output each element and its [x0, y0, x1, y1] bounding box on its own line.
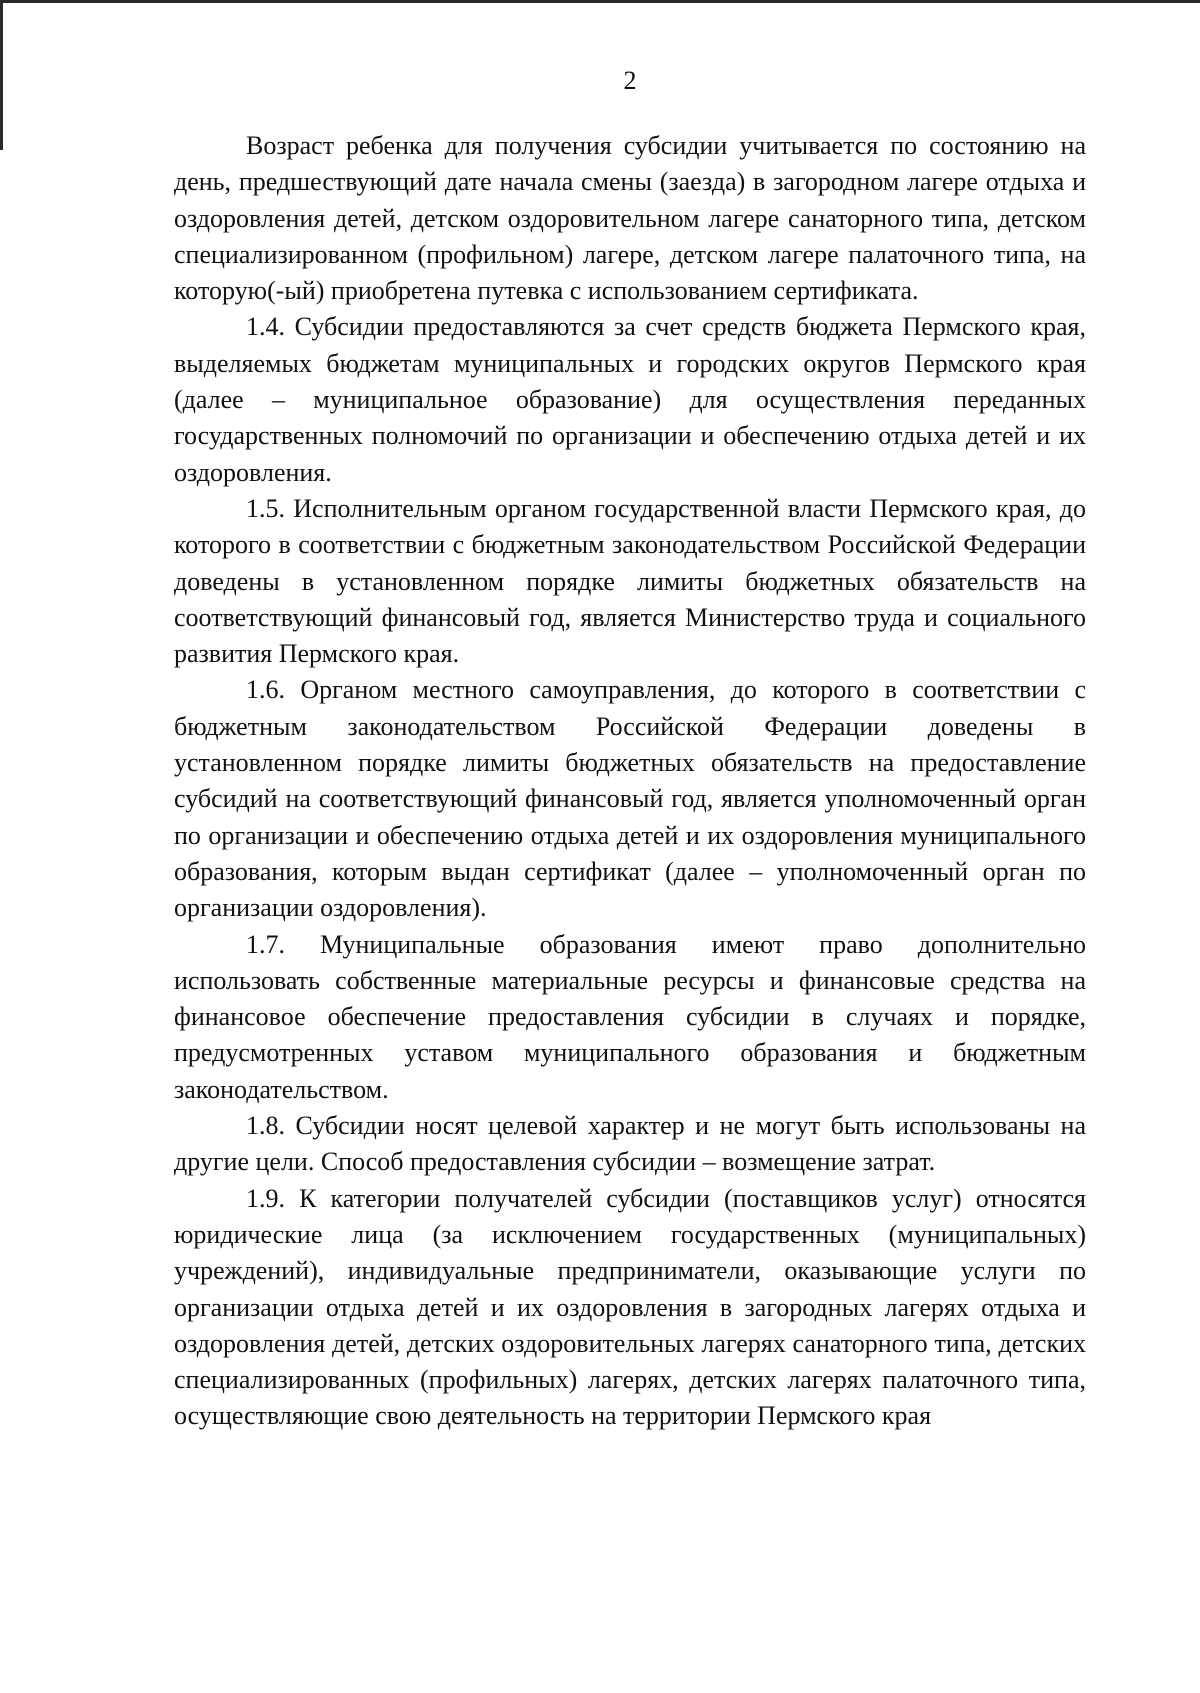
paragraph-1-7: 1.7. Муниципальные образования имеют право дополнительно использовать собственные материальные ресурсы и финансовые средства на финансовое обеспечение предоставления субсидии в случаях и порядке, предусмотренных уставом муниципального образования и бюджетным законодательством. [174, 929, 1086, 1104]
scan-edge-top [0, 0, 1200, 3]
paragraph-child-age: Возраст ребенка для получения субсидии учитывается по состоянию на день, предшествующий дате начала смены (заезда) в загородном лагере отдыха и оздоровления детей, детском оздоровительном лагере санаторного типа, детском специализированном (профильном) лагере, детском лагере палаточного типа, на которую(-ый) приобретена путевка с использованием сертификата. [174, 131, 1086, 306]
page-number: 2 [623, 66, 637, 95]
paragraph-1-8: 1.8. Субсидии носят целевой характер и не могут быть использованы на другие цели. Способ предоставления субсидии – возмещение затрат. [174, 1111, 1086, 1177]
document-body [174, 128, 1086, 1435]
paragraph-1-6: 1.6. Органом местного самоуправления, до которого в соответствии с бюджетным законодательством Российской Федерации доведены в установленном порядке лимиты бюджетных обязательств на предоставление субсидий на соответствующий финансовый год, является уполномоченный орган по организации и обеспечению отдыха детей и их оздоровления муниципального образования, которым выдан сертификат (далее – уполномоченный орган по организации оздоровления). [174, 675, 1086, 923]
paragraph-1-9: 1.9. К категории получателей субсидии (поставщиков услуг) относятся юридические лица (за исключением государственных (муниципальных) учреждений), индивидуальные предприниматели, оказывающие услуги по организации отдыха детей и их оздоровления в загородных лагерях отдыха и оздоровления детей, детских оздоровительных лагерях санаторного типа, детских специализированных (профильных) лагерях, детских лагерях палаточного типа, осуществляющие свою деятельность на территории Пермского края [174, 1183, 1086, 1431]
paragraph-1-4: 1.4. Субсидии предоставляются за счет средств бюджета Пермского края, выделяемых бюджетам муниципальных и городских округов Пермского края (далее – муниципальное образование) для осуществления переданных государственных полномочий по организации и обеспечению отдыха детей и их оздоровления. [174, 312, 1086, 487]
paragraph-1-5: 1.5. Исполнительным органом государственной власти Пермского края, до которого в соответствии с бюджетным законодательством Российской Федерации доведены в установленном порядке лимиты бюджетных обязательств на соответствующий финансовый год, является Министерство труда и социального развития Пермского края. [174, 493, 1086, 669]
